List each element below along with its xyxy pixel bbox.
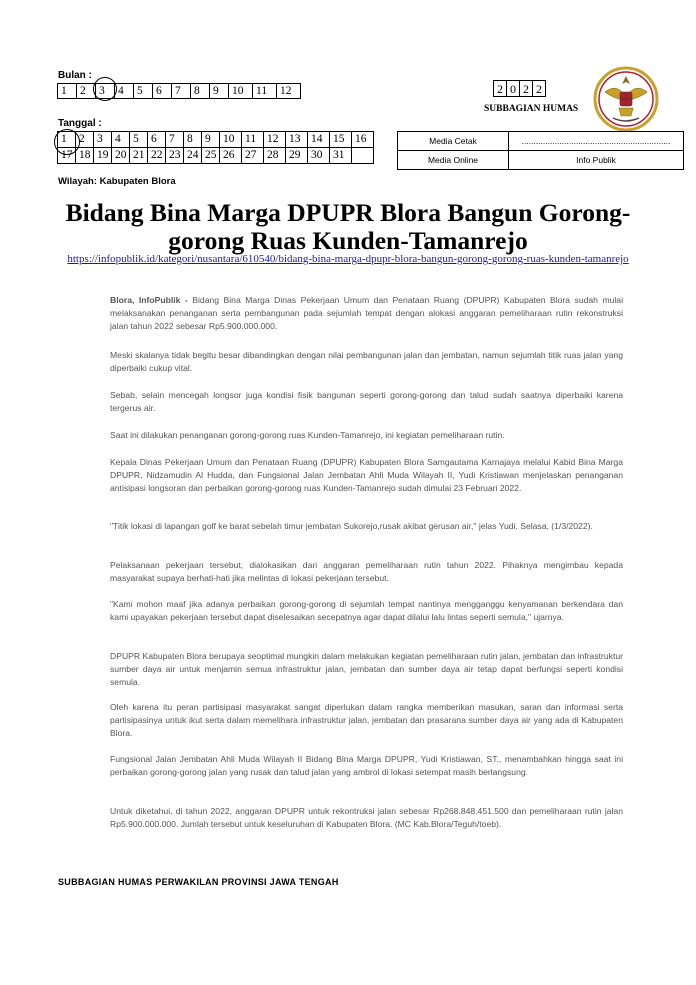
- article-paragraph: Fungsional Jalan Jembatan Ahli Muda Wilayah II Bidang Bina Marga DPUPR, Yudi Kristiawan, ST., menambahkan hingga saat ini perbaikan gorong-gorong jalan yang rusak dan talud jalan yang ambrol di lokasi setempat masih berlangsung.: [110, 754, 623, 777]
- month-cell: 5: [134, 84, 153, 99]
- year-digit: 2: [494, 81, 507, 97]
- date-cell: 3: [94, 132, 112, 148]
- garuda-emblem-icon: [593, 66, 659, 132]
- date-cell: 24: [184, 148, 202, 164]
- date-cell: 23: [166, 148, 184, 164]
- wilayah-label: Wilayah: Kabupaten Blora: [58, 176, 176, 187]
- selected-month-circle: [93, 77, 117, 101]
- article-paragraph: Untuk diketahui, di tahun 2022, anggaran DPUPR untuk rekontruksi jalan sebesar Rp268.848.451.500 dan pemeliharaan rutin jalan Rp5.900.000.000. Jumlah tersebut untuk keseluruhan di Kabupaten Blora. (MC Kab.Blora/Teguh/toeb).: [110, 806, 623, 829]
- date-cell: 27: [242, 148, 264, 164]
- media-online-label: Media Online: [398, 151, 509, 170]
- date-cell: 16: [352, 132, 374, 148]
- month-cell: 3: [96, 84, 115, 99]
- month-cell: 12: [277, 84, 301, 99]
- date-cell: 11: [242, 132, 264, 148]
- year-digit: 2: [520, 81, 533, 97]
- selected-date-circle: [54, 129, 80, 155]
- month-cell: 11: [253, 84, 277, 99]
- date-cell: 10: [220, 132, 242, 148]
- date-cell: 25: [202, 148, 220, 164]
- date-cell: 29: [286, 148, 308, 164]
- date-cell: 9: [202, 132, 220, 148]
- article-url-link[interactable]: https://infopublik.id/kategori/nusantara/610540/bidang-bina-marga-dpupr-blora-bangun-gorong-gorong-ruas-kunden-tamanrejo: [67, 253, 629, 265]
- media-cetak-label: Media Cetak: [398, 132, 509, 151]
- date-cell: 7: [166, 132, 184, 148]
- media-online-value: Info Publik: [509, 151, 684, 170]
- article-paragraph: Kepala Dinas Pekerjaan Umum dan Penataan Ruang (DPUPR) Kabupaten Blora Samgautama Karnajaya melalui Kabid Bina Marga DPUPR, Nidzamudin Al Hudda, dan Fungsional Jalan Jembatan Ahli Muda Wilayah II, Yudi Kristiawan menjelaskan penanganan antisipasi longsoran dan perbaikan gorong-gorong ruas Kunden-Tamanrejo sudah dimulai 23 Februari 2022.: [110, 457, 623, 493]
- month-cell: 9: [210, 84, 229, 99]
- article-paragraph: Sebab, selain mencegah longsor juga kondisi fisik bangunan seperti gorong-gorong dan talud sudah saatnya diperbaiki karena tergerus air.: [110, 390, 623, 413]
- tanggal-label: Tanggal :: [58, 118, 102, 129]
- article-paragraph: DPUPR Kabupaten Blora berupaya seoptimal mungkin dalam melakukan kegiatan pemeliharaan rutin jalan, jembatan dan infrastruktur sumber daya air untuk menjamin semua infrastruktur jalan, jembatan dan sumber daya air tetap dapat berfungsi seperti kondisi semula.: [110, 651, 623, 687]
- media-cetak-value: ...............................................................: [509, 132, 684, 151]
- article-paragraph: Oleh karena itu peran partisipasi masyarakat sangat diperlukan dalam rangka memberikan masukan, saran dan informasi serta partisipasinya untuk ikut serta dalam memelihara infrastruktur jalan, jembatan dan prasarana sumber daya air yang ada di Kabupaten Blora.: [110, 702, 623, 738]
- month-cell: 4: [115, 84, 134, 99]
- date-cell: 5: [130, 132, 148, 148]
- date-cell: 6: [148, 132, 166, 148]
- footer-label: SUBBAGIAN HUMAS PERWAKILAN PROVINSI JAWA TENGAH: [58, 877, 339, 887]
- month-cell: 7: [172, 84, 191, 99]
- date-cell: 20: [112, 148, 130, 164]
- month-cell: 1: [58, 84, 77, 99]
- date-cell: 13: [286, 132, 308, 148]
- month-cell: 6: [153, 84, 172, 99]
- date-cell: [352, 148, 374, 164]
- year-digit: 0: [507, 81, 520, 97]
- date-cell: 18: [76, 148, 94, 164]
- date-cell: 19: [94, 148, 112, 164]
- date-cell: 8: [184, 132, 202, 148]
- article-paragraph: Blora, InfoPublik - Bidang Bina Marga Dinas Pekerjaan Umum dan Penataan Ruang (DPUPR) Kabupaten Blora sudah mulai melaksanakan penanganan serta pembangunan pada sejumlah tempat dengan alokasi anggaran pemeliharaan rutin rekonstruksi jalan tahun 2022 sebesar Rp5.900.000.000.: [110, 295, 623, 331]
- date-grid: [57, 131, 374, 164]
- subbagian-humas-label: SUBBAGIAN HUMAS: [484, 104, 579, 114]
- date-cell: 12: [264, 132, 286, 148]
- date-cell: 17: [58, 148, 76, 164]
- date-cell: 1: [58, 132, 76, 148]
- article-paragraph: Pelaksanaan pekerjaan tersebut, dialokasikan dari anggaran pemeliharaan rutin tahun 2022. Pihaknya mengimbau kepada masyarakat supaya berhati-hati jika melintas di lokasi pekerjaan tersebut.: [110, 560, 623, 583]
- date-cell: 4: [112, 132, 130, 148]
- article-paragraph: "Titik lokasi di lapangan golf ke barat sebelah timur jembatan Sukorejo,rusak akibat gerusan air," jelas Yudi, Selasa, (1/3/2022).: [110, 521, 593, 531]
- date-cell: 2: [76, 132, 94, 148]
- media-table: [397, 131, 684, 170]
- lead-dateline: Blora, InfoPublik -: [110, 295, 193, 305]
- bulan-label: Bulan :: [58, 70, 92, 81]
- year-grid: [493, 80, 546, 97]
- date-cell: 15: [330, 132, 352, 148]
- date-cell: 21: [130, 148, 148, 164]
- date-cell: 22: [148, 148, 166, 164]
- date-cell: 14: [308, 132, 330, 148]
- month-cell: 8: [191, 84, 210, 99]
- date-cell: 30: [308, 148, 330, 164]
- article-paragraph: Meski skalanya tidak begitu besar dibandingkan dengan nilai pembangunan jalan dan jembatan, namun sejumlah titik ruas jalan yang diperbaiki cukup vital.: [110, 350, 623, 373]
- article-paragraph: Saat ini dilakukan penanganan gorong-gorong ruas Kunden-Tamanrejo, ini kegiatan pemeliharaan rutin.: [110, 430, 505, 440]
- date-cell: 26: [220, 148, 242, 164]
- article-headline: Bidang Bina Marga DPUPR Blora Bangun Gorong-gorong Ruas Kunden-Tamanrejo: [65, 198, 631, 255]
- date-cell: 28: [264, 148, 286, 164]
- year-digit: 2: [533, 81, 546, 97]
- date-cell: 31: [330, 148, 352, 164]
- month-cell: 2: [77, 84, 96, 99]
- article-paragraph: "Kami mohon maaf jika adanya perbaikan gorong-gorong di sejumlah tempat nantinya mengganggu kenyamanan berkendara dan kami upayakan pekerjaan tersebut dapat diselesaikan secepatnya agar dapat dilalui lalu lintas seperti semula," ujarnya.: [110, 599, 623, 622]
- month-cell: 10: [229, 84, 253, 99]
